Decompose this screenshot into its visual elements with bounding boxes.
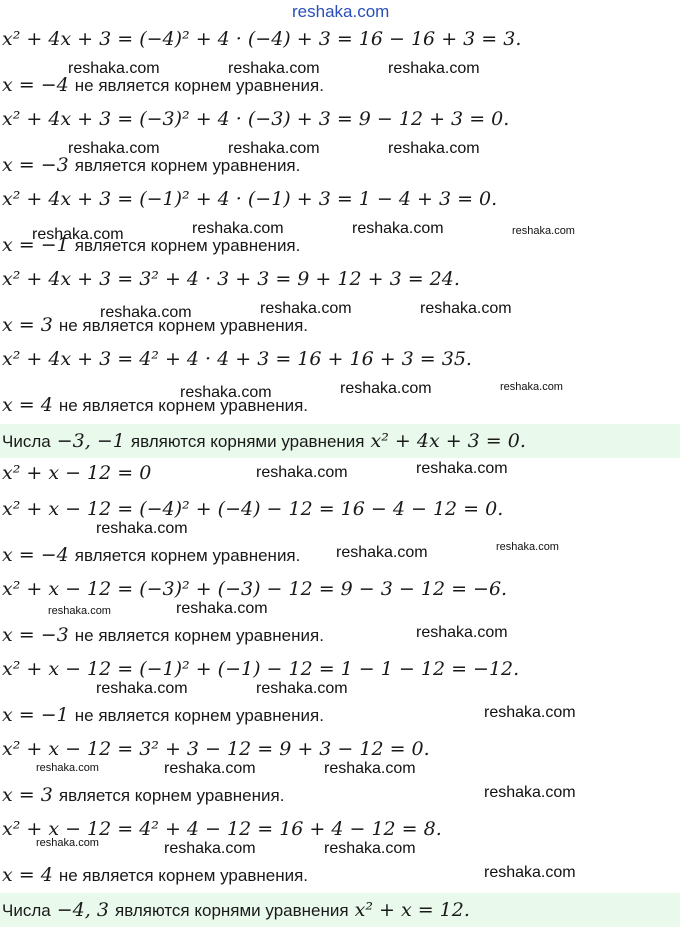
watermark: reshaka.com bbox=[36, 762, 99, 774]
watermark: reshaka.com bbox=[36, 837, 99, 849]
watermark: reshaka.com bbox=[256, 680, 348, 697]
watermark: reshaka.com bbox=[96, 680, 188, 697]
equation-line: x² + x − 12 = (−3)² + (−3) − 12 = 9 − 3 − 12 = −6. bbox=[2, 578, 508, 600]
verdict-line: x = −1 является корнем уравнения. bbox=[2, 234, 301, 256]
watermark: reshaka.com bbox=[96, 520, 188, 537]
verdict-line: x = 4 не является корнем уравнения. bbox=[2, 394, 309, 416]
equation-line: x² + 4x + 3 = (−4)² + 4 · (−4) + 3 = 16 − 16 + 3 = 3. bbox=[2, 28, 522, 50]
watermark: reshaka.com bbox=[68, 60, 160, 77]
watermark: reshaka.com bbox=[176, 600, 268, 617]
watermark: reshaka.com bbox=[228, 140, 320, 157]
watermark: reshaka.com bbox=[340, 380, 432, 397]
equation-line: x² + 4x + 3 = (−3)² + 4 · (−3) + 3 = 9 − 12 + 3 = 0. bbox=[2, 108, 510, 130]
watermark: reshaka.com bbox=[164, 840, 256, 857]
watermark: reshaka.com bbox=[256, 464, 348, 481]
watermark: reshaka.com bbox=[164, 760, 256, 777]
watermark: reshaka.com bbox=[68, 140, 160, 157]
watermark: reshaka.com bbox=[388, 140, 480, 157]
equation-line: x² + x − 12 = 3² + 3 − 12 = 9 + 3 − 12 = 0. bbox=[2, 738, 430, 760]
watermark: reshaka.com bbox=[500, 381, 563, 393]
verdict-line: x = −4 не является корнем уравнения. bbox=[2, 74, 324, 96]
equation-line: x² + 4x + 3 = 3² + 4 · 3 + 3 = 9 + 12 + 3 = 24. bbox=[2, 268, 460, 290]
equation-line: x² + x − 12 = 4² + 4 − 12 = 16 + 4 − 12 = 8. bbox=[2, 818, 442, 840]
watermark: reshaka.com bbox=[352, 220, 444, 237]
watermark: reshaka.com bbox=[324, 840, 416, 857]
watermark: reshaka.com bbox=[420, 300, 512, 317]
watermark: reshaka.com bbox=[48, 605, 111, 617]
watermark: reshaka.com bbox=[324, 760, 416, 777]
watermark: reshaka.com bbox=[496, 541, 559, 553]
equation-line: x² + x − 12 = (−4)² + (−4) − 12 = 16 − 4 − 12 = 0. bbox=[2, 498, 504, 520]
watermark: reshaka.com bbox=[260, 300, 352, 317]
watermark: reshaka.com bbox=[180, 384, 272, 401]
conclusion-line: Числа −3, −1 являются корнями уравнения x² + 4x + 3 = 0. bbox=[2, 430, 526, 452]
verdict-line: x = 3 является корнем уравнения. bbox=[2, 784, 285, 806]
watermark: reshaka.com bbox=[228, 60, 320, 77]
equation-line: x² + x − 12 = 0 bbox=[2, 462, 152, 484]
conclusion-line: Числа −4, 3 являются корнями уравнения x² + x = 12. bbox=[2, 899, 470, 921]
watermark: reshaka.com bbox=[32, 226, 124, 243]
watermark: reshaka.com bbox=[292, 2, 390, 21]
verdict-line: x = −4 является корнем уравнения. bbox=[2, 544, 301, 566]
verdict-line: x = −3 не является корнем уравнения. bbox=[2, 624, 324, 646]
watermark: reshaka.com bbox=[484, 704, 576, 721]
equation-line: x² + 4x + 3 = 4² + 4 · 4 + 3 = 16 + 16 + 3 = 35. bbox=[2, 348, 472, 370]
equation-line: x² + x − 12 = (−1)² + (−1) − 12 = 1 − 1 − 12 = −12. bbox=[2, 658, 520, 680]
verdict-line: x = −1 не является корнем уравнения. bbox=[2, 704, 324, 726]
equation-line: x² + 4x + 3 = (−1)² + 4 · (−1) + 3 = 1 − 4 + 3 = 0. bbox=[2, 188, 498, 210]
verdict-line: x = −3 является корнем уравнения. bbox=[2, 154, 301, 176]
watermark: reshaka.com bbox=[388, 60, 480, 77]
watermark: reshaka.com bbox=[192, 220, 284, 237]
watermark: reshaka.com bbox=[416, 460, 508, 477]
watermark: reshaka.com bbox=[336, 544, 428, 561]
watermark: reshaka.com bbox=[484, 864, 576, 881]
verdict-line: x = 3 не является корнем уравнения. bbox=[2, 314, 309, 336]
watermark: reshaka.com bbox=[512, 225, 575, 237]
watermark: reshaka.com bbox=[100, 304, 192, 321]
watermark: reshaka.com bbox=[484, 784, 576, 801]
watermark: reshaka.com bbox=[416, 624, 508, 641]
verdict-line: x = 4 не является корнем уравнения. bbox=[2, 864, 309, 886]
